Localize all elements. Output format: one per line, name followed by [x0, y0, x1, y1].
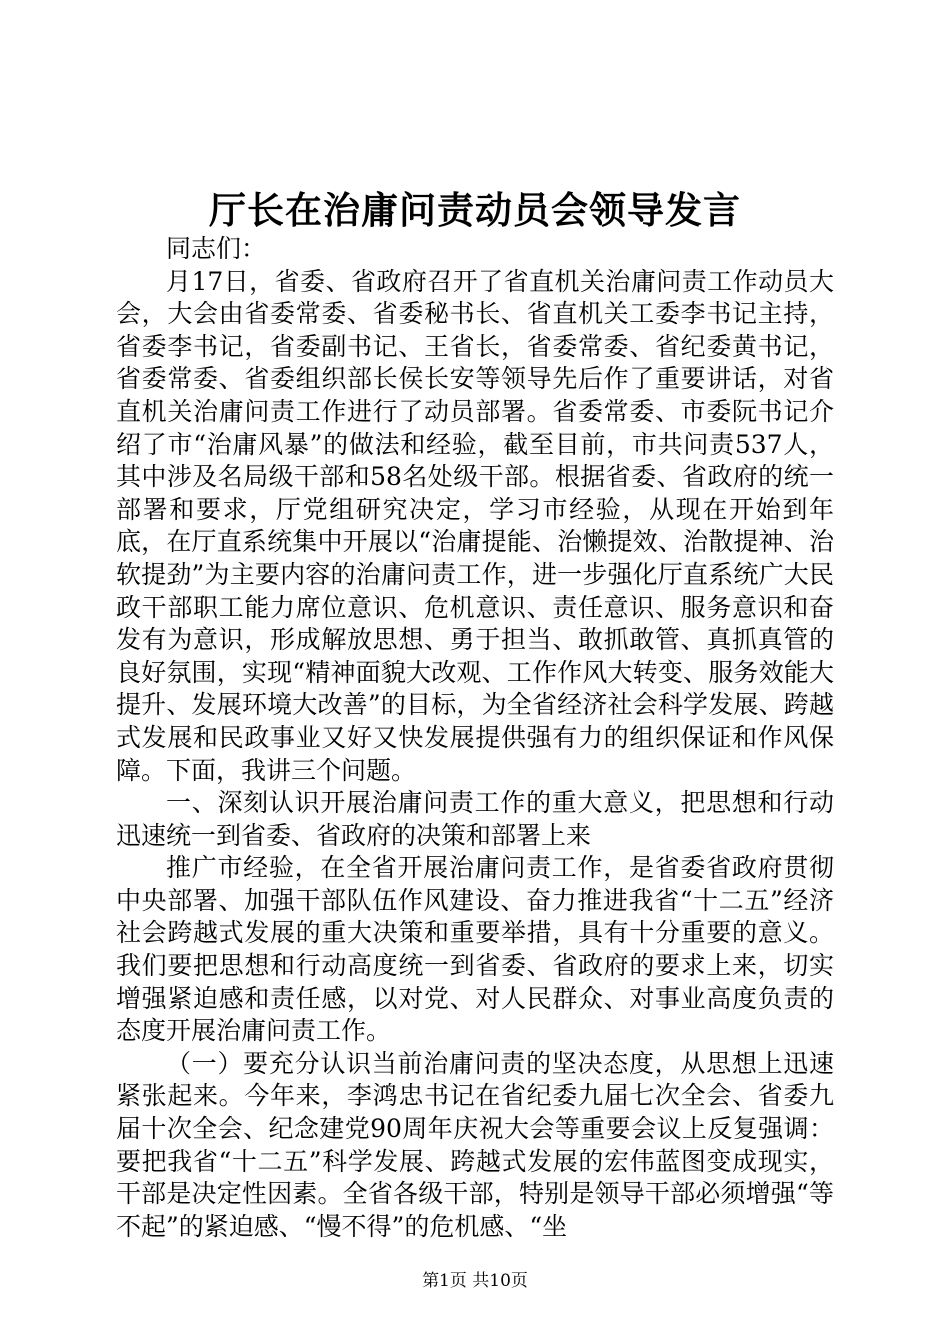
body-paragraph: （一）要充分认识当前治庸问责的坚决态度，从思想上迅速紧张起来。今年来，李鸿忠书记在省纪委九届七次全会、省委九届十次全会、纪念建党90周年庆祝大会等重要会议上反复强调：要把我省“十二五”科学发展、跨越式发展的宏伟蓝图变成现实，干部是决定性因素。全省各级干部，特别是领导干部必须增强“等不起”的紧迫感、“慢不得”的危机感、“坐	[116, 1048, 834, 1241]
salutation-paragraph: 同志们：	[166, 234, 267, 263]
page-footer: 第1页 共10页	[422, 1271, 528, 1291]
document-body	[116, 233, 834, 1243]
document-title: 厅长在治庸问责动员会领导发言	[209, 188, 741, 232]
body-paragraph: 推广市经验，在全省开展治庸问责工作，是省委省政府贯彻中央部署、加强干部队伍作风建设、奋力推进我省“十二五”经济社会跨越式发展的重大决策和重要举措，具有十分重要的意义。我们要把思想和行动高度统一到省委、省政府的要求上来，切实增强紧迫感和责任感，以对党、对人民群众、对事业高度负责的态度开展治庸问责工作。	[116, 853, 834, 1046]
section-heading-paragraph: 一、深刻认识开展治庸问责工作的重大意义，把思想和行动迅速统一到省委、省政府的决策和部署上来	[116, 788, 834, 850]
body-paragraph: 月17日，省委、省政府召开了省直机关治庸问责工作动员大会，大会由省委常委、省委秘书长、省直机关工委李书记主持，省委李书记，省委副书记、王省长，省委常委、省纪委黄书记，省委常委、省委组织部长侯长安等领导先后作了重要讲话，对省直机关治庸问责工作进行了动员部署。省委常委、市委阮书记介绍了市“治庸风暴”的做法和经验，截至目前，市共问责537人，其中涉及名局级干部和58名处级干部。根据省委、省政府的统一部署和要求，厅党组研究决定，学习市经验，从现在开始到年底，在厅直系统集中开展以“治庸提能、治懒提效、治散提神、治软提劲”为主要内容的治庸问责工作，进一步强化厅直系统广大民政干部职工能力席位意识、危机意识、责任意识、服务意识和奋发有为意识，形成解放思想、勇于担当、敢抓敢管、真抓真管的良好氛围，实现“精神面貌大改观、工作作风大转变、服务效能大提升、发展环境大改善”的目标，为全省经济社会科学发展、跨越式发展和民政事业又好又快发展提供强有力的组织保证和作风保障。下面，我讲三个问题。	[116, 266, 834, 785]
